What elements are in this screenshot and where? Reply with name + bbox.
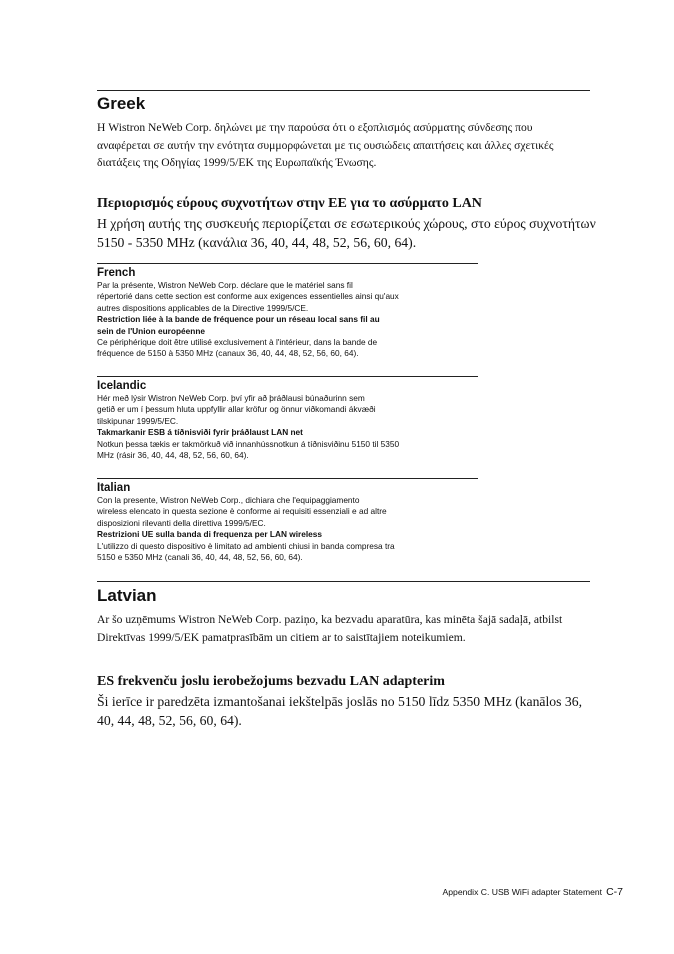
icelandic-body-line: Hér með lýsir Wistron NeWeb Corp. því yfir að þráðlausi búnaðurinn sem (97, 393, 365, 403)
icelandic-restriction-line: Notkun þessa tækis er takmörkuð við innanhússnotkun á tíðnisviðinu 5150 til 5350 (97, 438, 400, 449)
french-restriction-line: fréquence de 5150 à 5350 MHz (canaux 36, 40, 44, 48, 52, 56, 60, 64). (97, 348, 359, 359)
page-number: C-7 (606, 886, 623, 898)
latvian-restriction-heading: ES frekvenču joslu ierobežojums bezvadu LAN adapterim (97, 674, 445, 689)
icelandic-text (97, 393, 497, 461)
italian-restriction-line: L'utilizzo di questo dispositivo è limitato ad ambienti chiusi in banda compresa tra (97, 540, 395, 551)
french-restriction-heading: sein de l'Union européenne (97, 325, 206, 336)
section-rule (97, 478, 478, 479)
french-text (97, 280, 497, 360)
section-heading-greek: Greek (97, 94, 146, 113)
italian-body-line: disposizioni rilevanti della direttiva 1999/5/EC. (97, 517, 266, 528)
section-rule (97, 90, 590, 91)
french-body-line: Par la présente, Wistron NeWeb Corp. déclare que le matériel sans fil (97, 280, 353, 290)
latvian-declaration: Ar šo uzņēmums Wistron NeWeb Corp. paziņo, ka bezvadu aparatūra, kas minēta šajā sadaļā, atbilst Direktīvas 1999/5/EK pamatprasībām un citiem ar to saistītajiem noteikumiem. (97, 613, 563, 644)
italian-restriction-line: 5150 e 5350 MHz (canali 36, 40, 44, 48, 52, 56, 60, 64). (97, 552, 303, 563)
french-restriction-line: Ce périphérique doit être utilisé exclusivement à l'intérieur, dans la bande de (97, 337, 378, 348)
italian-body-line: wireless elencato in questa sezione è conforme ai requisiti essenziali e ad altre (97, 506, 387, 517)
section-rule (97, 581, 590, 582)
section-heading-italian: Italian (97, 482, 131, 494)
greek-declaration: Η Wistron NeWeb Corp. δηλώνει με την παρούσα ότι ο εξοπλισμός ασύρματης σύνδεσης που αναφέρεται σε αυτήν την ενότητα συμμορφώνεται με τις ουσιώδεις απαιτήσεις και άλλες σχετικές διατάξεις της Οδηγίας 1999/5/ΕΚ της Ευρωπαϊκής Ένωσης. (97, 121, 554, 170)
section-heading-french: French (97, 267, 136, 279)
section-heading-icelandic: Icelandic (97, 380, 147, 392)
section-heading-latvian: Latvian (97, 586, 157, 605)
section-rule (97, 263, 478, 264)
french-body-line: autres dispositions applicables de la Directive 1999/5/CE. (97, 302, 309, 313)
greek-restriction-text: Η χρήση αυτής της συσκευής περιορίζεται σε εσωτερικούς χώρους, στο εύρος συχνοτήτων 5150 - 5350 MHz (κανάλια 36, 40, 44, 48, 52, 56, 60, 64). (97, 216, 596, 250)
footer-text: Appendix C. USB WiFi adapter Statement (442, 887, 603, 897)
section-rule (97, 376, 478, 377)
page-footer (443, 886, 623, 898)
icelandic-restriction-heading: Takmarkanir ESB á tíðnisviði fyrir þráðlaust LAN net (97, 427, 303, 438)
french-restriction-heading: Restriction liée à la bande de fréquence pour un réseau local sans fil au (97, 314, 380, 325)
italian-text (97, 495, 497, 563)
latvian-restriction-text: Ši ierīce ir paredzēta izmantošanai iekštelpās joslās no 5150 līdz 5350 MHz (kanālos 36, 40, 44, 48, 52, 56, 60, 64). (97, 694, 583, 728)
french-body-line: répertorié dans cette section est conforme aux exigences essentielles ainsi qu'aux (97, 291, 399, 302)
icelandic-restriction-line: MHz (rásir 36, 40, 44, 48, 52, 56, 60, 64). (97, 450, 249, 461)
icelandic-body-line: getið er um í þessum hluta uppfyllir allar kröfur og önnur viðkomandi ákvæði (97, 404, 376, 415)
icelandic-body-line: tilskipunar 1999/5/EC. (97, 415, 179, 426)
italian-restriction-heading: Restrizioni UE sulla banda di frequenza per LAN wireless (97, 529, 322, 540)
greek-restriction-heading: Περιορισμός εύρους συχνοτήτων στην ΕΕ για το ασύρματο LAN (97, 196, 482, 211)
italian-body-line: Con la presente, Wistron NeWeb Corp., dichiara che l'equipaggiamento (97, 495, 360, 505)
